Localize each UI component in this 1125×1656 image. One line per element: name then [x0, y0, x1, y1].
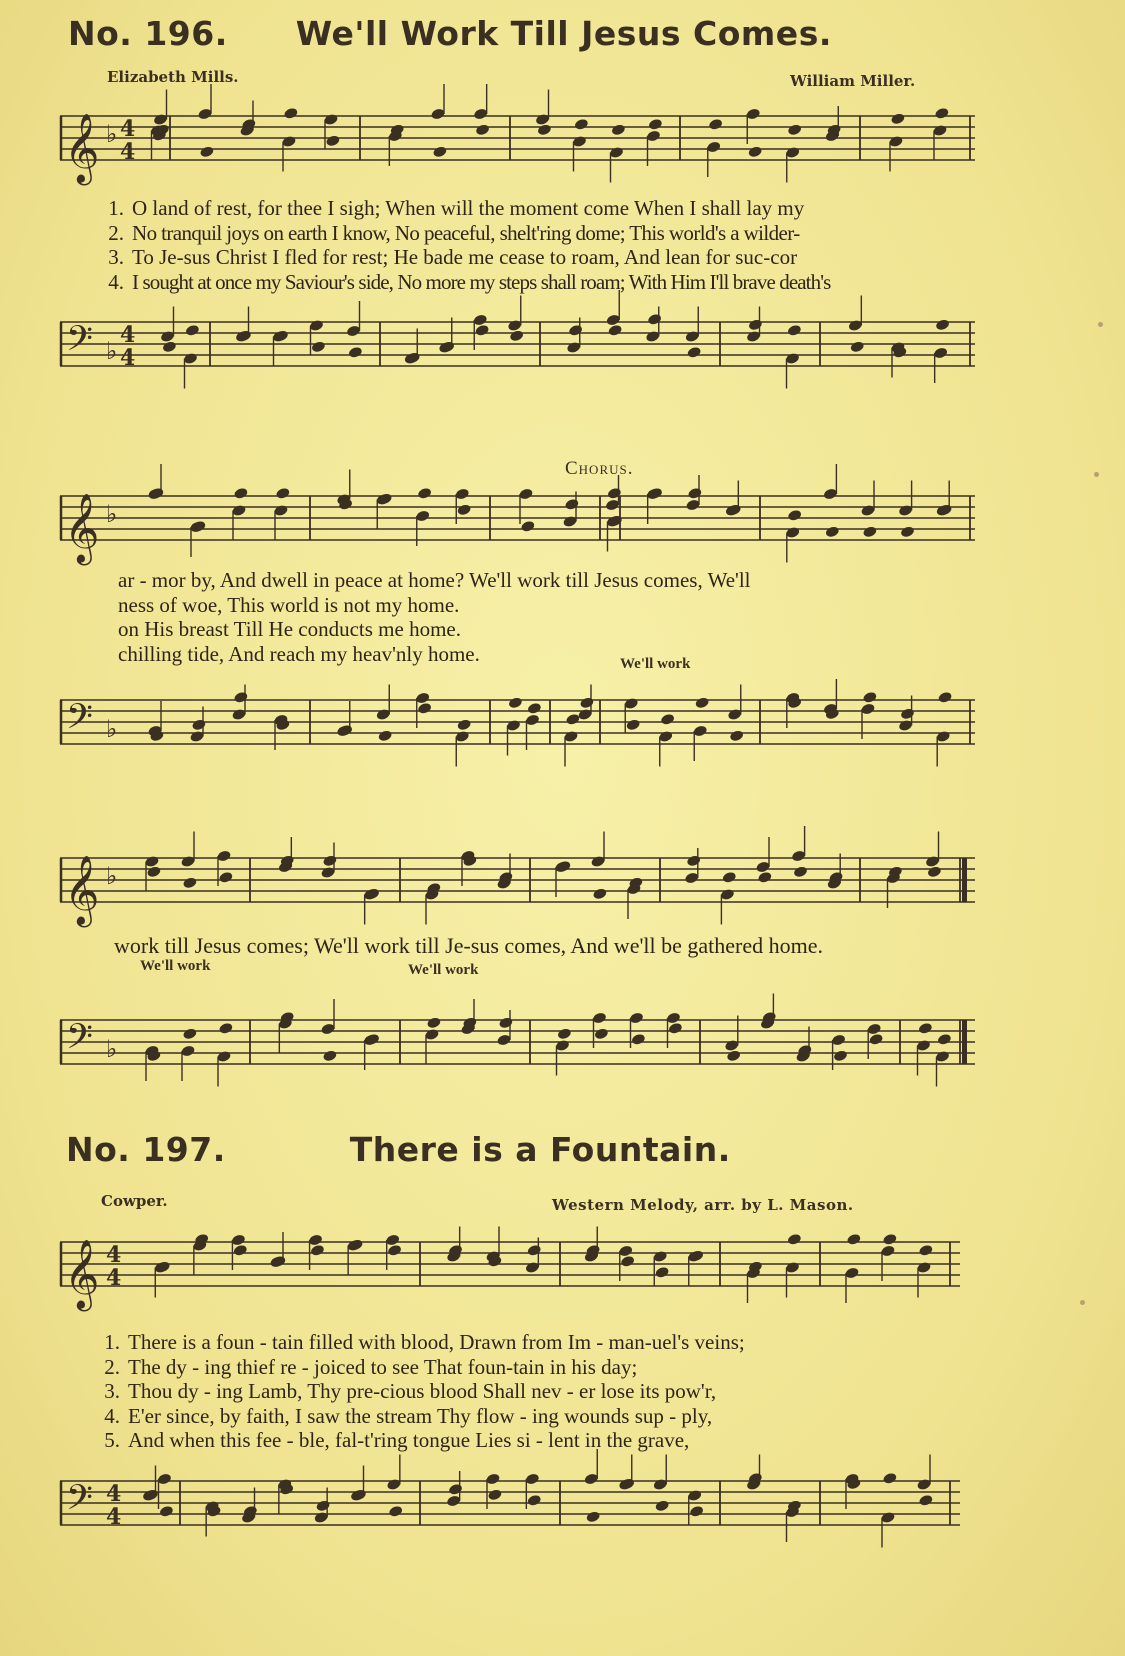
note-head [388, 1505, 403, 1518]
note-head [935, 318, 950, 331]
note-head [686, 346, 701, 359]
verse-line: on His breast Till He conducts me home. [118, 617, 461, 641]
note-head [527, 702, 542, 715]
note-head [868, 1033, 883, 1046]
note-head [387, 1244, 402, 1257]
note-head [882, 1472, 897, 1485]
time-signature-icon: 4 [120, 139, 136, 165]
note-head [668, 1022, 683, 1035]
bass-clef-icon: 𝄢 [66, 1016, 94, 1065]
verse-line: ar - mor by, And dwell in peace at home? We'll work till Jesus comes, We'll [118, 568, 751, 592]
treble-clef-icon: 𝄞 [64, 113, 100, 183]
note-head [689, 1505, 704, 1518]
hymn-196-author: Elizabeth Mills. [107, 68, 239, 86]
note-head [146, 865, 161, 878]
hymn-197-number: No. 197. [66, 1130, 226, 1169]
note-head [233, 487, 248, 500]
note-head [918, 1494, 933, 1507]
note-head [487, 1488, 502, 1501]
system-196-1-bass [60, 300, 975, 400]
hymn-196-verses-line2 [118, 568, 750, 666]
hymn-196-number: No. 196. [68, 14, 228, 53]
hymn-197-heading [66, 1130, 731, 1169]
note-head [426, 1016, 441, 1029]
note-head [348, 346, 363, 359]
note-head [722, 871, 737, 884]
note-head [159, 1505, 174, 1518]
note-head [432, 145, 447, 158]
cue-well-work: We'll work [140, 958, 211, 974]
system-196-2-bass [60, 676, 975, 786]
flat-icon: ♭ [106, 120, 118, 148]
note-head [325, 134, 340, 147]
paper-speck [1080, 1300, 1085, 1305]
note-head [585, 1510, 600, 1523]
verse-line: chilling tide, And reach my heav'nly home. [118, 641, 480, 666]
note-head [520, 520, 535, 533]
paper-speck [1098, 322, 1103, 327]
bass-clef-icon: 𝄢 [66, 1477, 94, 1526]
note-head [182, 1027, 197, 1040]
time-signature-icon: 4 [120, 116, 136, 142]
verse-line: 3. Thou dy - ing Lamb, Thy pre-cious blood Shall nev - er lose its pow'r, [104, 1379, 717, 1403]
note-head [793, 865, 808, 878]
note-head [474, 324, 489, 337]
verse-line: 4. E'er since, by faith, I saw the stream Thy flow - ing wounds sup - ply, [104, 1403, 713, 1428]
note-head [631, 1033, 646, 1046]
note-head [686, 854, 701, 867]
treble-clef-icon: 𝄞 [64, 855, 100, 925]
note-head [417, 487, 432, 500]
system-197-1-bass [60, 1460, 960, 1555]
note-head [565, 713, 580, 726]
note-head [937, 1033, 952, 1046]
note-head [660, 713, 675, 726]
note-head [537, 123, 552, 136]
note-head [574, 118, 589, 131]
note-head [456, 718, 471, 731]
note-head [568, 324, 583, 337]
note-head [233, 691, 248, 704]
note-head [162, 340, 177, 353]
time-signature-icon: 4 [106, 1265, 122, 1291]
note-head [592, 887, 607, 900]
note-head [218, 871, 233, 884]
verse-line: 1. There is a foun - tain filled with blood, Drawn from Im - man-uel's veins; [104, 1330, 745, 1354]
note-head [787, 1233, 802, 1246]
note-head [508, 696, 523, 709]
note-head [611, 123, 626, 136]
note-head [825, 525, 840, 538]
verse-line: 5. And when this fee - ble, fal-t'ring tongue Lies si - lent in the grave, [104, 1428, 690, 1452]
note-head [509, 329, 524, 342]
note-head [182, 876, 197, 889]
note-head [654, 1266, 669, 1279]
time-signature-icon: 4 [106, 1504, 122, 1530]
note-head [311, 340, 326, 353]
note-head [456, 503, 471, 516]
cue-well-work: We'll work [620, 656, 691, 672]
final-barline [962, 858, 967, 902]
note-head [787, 123, 802, 136]
note-head [687, 487, 702, 500]
note-head [918, 1022, 933, 1035]
note-head [900, 707, 915, 720]
note-head [199, 145, 214, 158]
note-head [890, 112, 905, 125]
note-head [185, 324, 200, 337]
note-head [850, 340, 865, 353]
note-head [557, 1027, 572, 1040]
note-head [315, 1499, 330, 1512]
note-head [527, 1244, 542, 1257]
note-head [918, 1244, 933, 1257]
time-signature-icon: 4 [120, 322, 136, 348]
note-head [654, 1499, 669, 1512]
verse-line: 3. To Je-sus Christ I fled for rest; He bade me cease to roam, And lean for suc-cor [108, 245, 798, 269]
verse-line: ness of woe, This world is not my home. [118, 592, 460, 617]
note-head [927, 865, 942, 878]
hymn-197-author: Cowper. [101, 1192, 168, 1210]
system-196-1-treble [60, 98, 975, 183]
system-196-3-bass [60, 1000, 975, 1090]
flat-icon: ♭ [106, 500, 118, 528]
note-head [620, 1255, 635, 1268]
cue-well-work: We'll work [408, 962, 479, 978]
treble-clef-icon: 𝄞 [64, 1239, 100, 1309]
note-head [833, 1049, 848, 1062]
note-head [862, 525, 877, 538]
note-head [417, 702, 432, 715]
time-signature-icon: 4 [106, 1481, 122, 1507]
note-head [787, 324, 802, 337]
paper-speck [1094, 472, 1099, 477]
hymn-196-verses-line1 [96, 196, 830, 294]
verse-line: 4. I sought at once my Saviour's side, No more my steps shall roam; With Him I'll brave death's [108, 269, 831, 294]
note-head [934, 107, 949, 120]
note-head [757, 871, 772, 884]
note-head [498, 1016, 513, 1029]
note-head [527, 1494, 542, 1507]
hymn-196-heading [68, 14, 832, 53]
system-196-3-treble [60, 840, 975, 925]
note-head [648, 118, 663, 131]
note-head [475, 123, 490, 136]
note-head [787, 509, 802, 522]
flat-icon: ♭ [106, 862, 118, 890]
note-head [708, 118, 723, 131]
note-head [218, 1022, 233, 1035]
note-head [846, 1233, 861, 1246]
note-head [322, 1049, 337, 1062]
note-head [607, 324, 622, 337]
verse-line: 1. O land of rest, for thee I sigh; When will the moment come When I shall lay my [108, 196, 805, 220]
chorus-label: Chorus. [565, 458, 634, 479]
flat-icon: ♭ [106, 337, 118, 365]
note-head [625, 718, 640, 731]
note-head [882, 1233, 897, 1246]
note-head [283, 107, 298, 120]
note-head [647, 313, 662, 326]
bass-clef-icon: 𝄢 [66, 696, 94, 745]
note-head [377, 729, 392, 742]
note-head [900, 525, 915, 538]
system-197-1-treble [60, 1222, 960, 1312]
hymn-197-composer: Western Melody, arr. by L. Mason. [552, 1196, 854, 1214]
note-head [275, 487, 290, 500]
verse-line: 2. No tranquil joys on earth I know, No peaceful, shelt'ring dome; This world's a wilder- [108, 220, 800, 245]
flat-icon: ♭ [106, 715, 118, 743]
flat-icon: ♭ [106, 1035, 118, 1063]
hymn-197-title: There is a Fountain. [349, 1130, 731, 1169]
note-head [694, 696, 709, 709]
system-196-2-treble [60, 478, 975, 563]
note-head [191, 718, 206, 731]
note-head [747, 145, 762, 158]
hymn-196-composer: William Miller. [790, 72, 916, 90]
note-head [448, 1483, 463, 1496]
note-head [310, 1244, 325, 1257]
note-head [729, 729, 744, 742]
note-head [594, 1027, 609, 1040]
time-signature-icon: 4 [120, 345, 136, 371]
treble-clef-icon: 𝄞 [64, 493, 100, 563]
note-head [726, 1049, 741, 1062]
hymn-197-verses [92, 1330, 745, 1453]
hymn-196-line3: work till Jesus comes; We'll work till Je-sus comes, And we'll be gathered home. [114, 933, 824, 958]
final-barline [962, 1020, 967, 1064]
note-head [564, 498, 579, 511]
note-head [233, 1244, 248, 1257]
hymn-196-title: We'll Work Till Jesus Comes. [295, 14, 832, 53]
verse-line: 2. The dy - ing thief re - joiced to see That foun-tain in his day; [104, 1354, 638, 1379]
note-head [579, 696, 594, 709]
note-head [748, 318, 763, 331]
note-head [937, 691, 952, 704]
time-signature-icon: 4 [106, 1242, 122, 1268]
note-head [862, 691, 877, 704]
note-head [322, 854, 337, 867]
bass-clef-icon: 𝄢 [66, 318, 94, 367]
